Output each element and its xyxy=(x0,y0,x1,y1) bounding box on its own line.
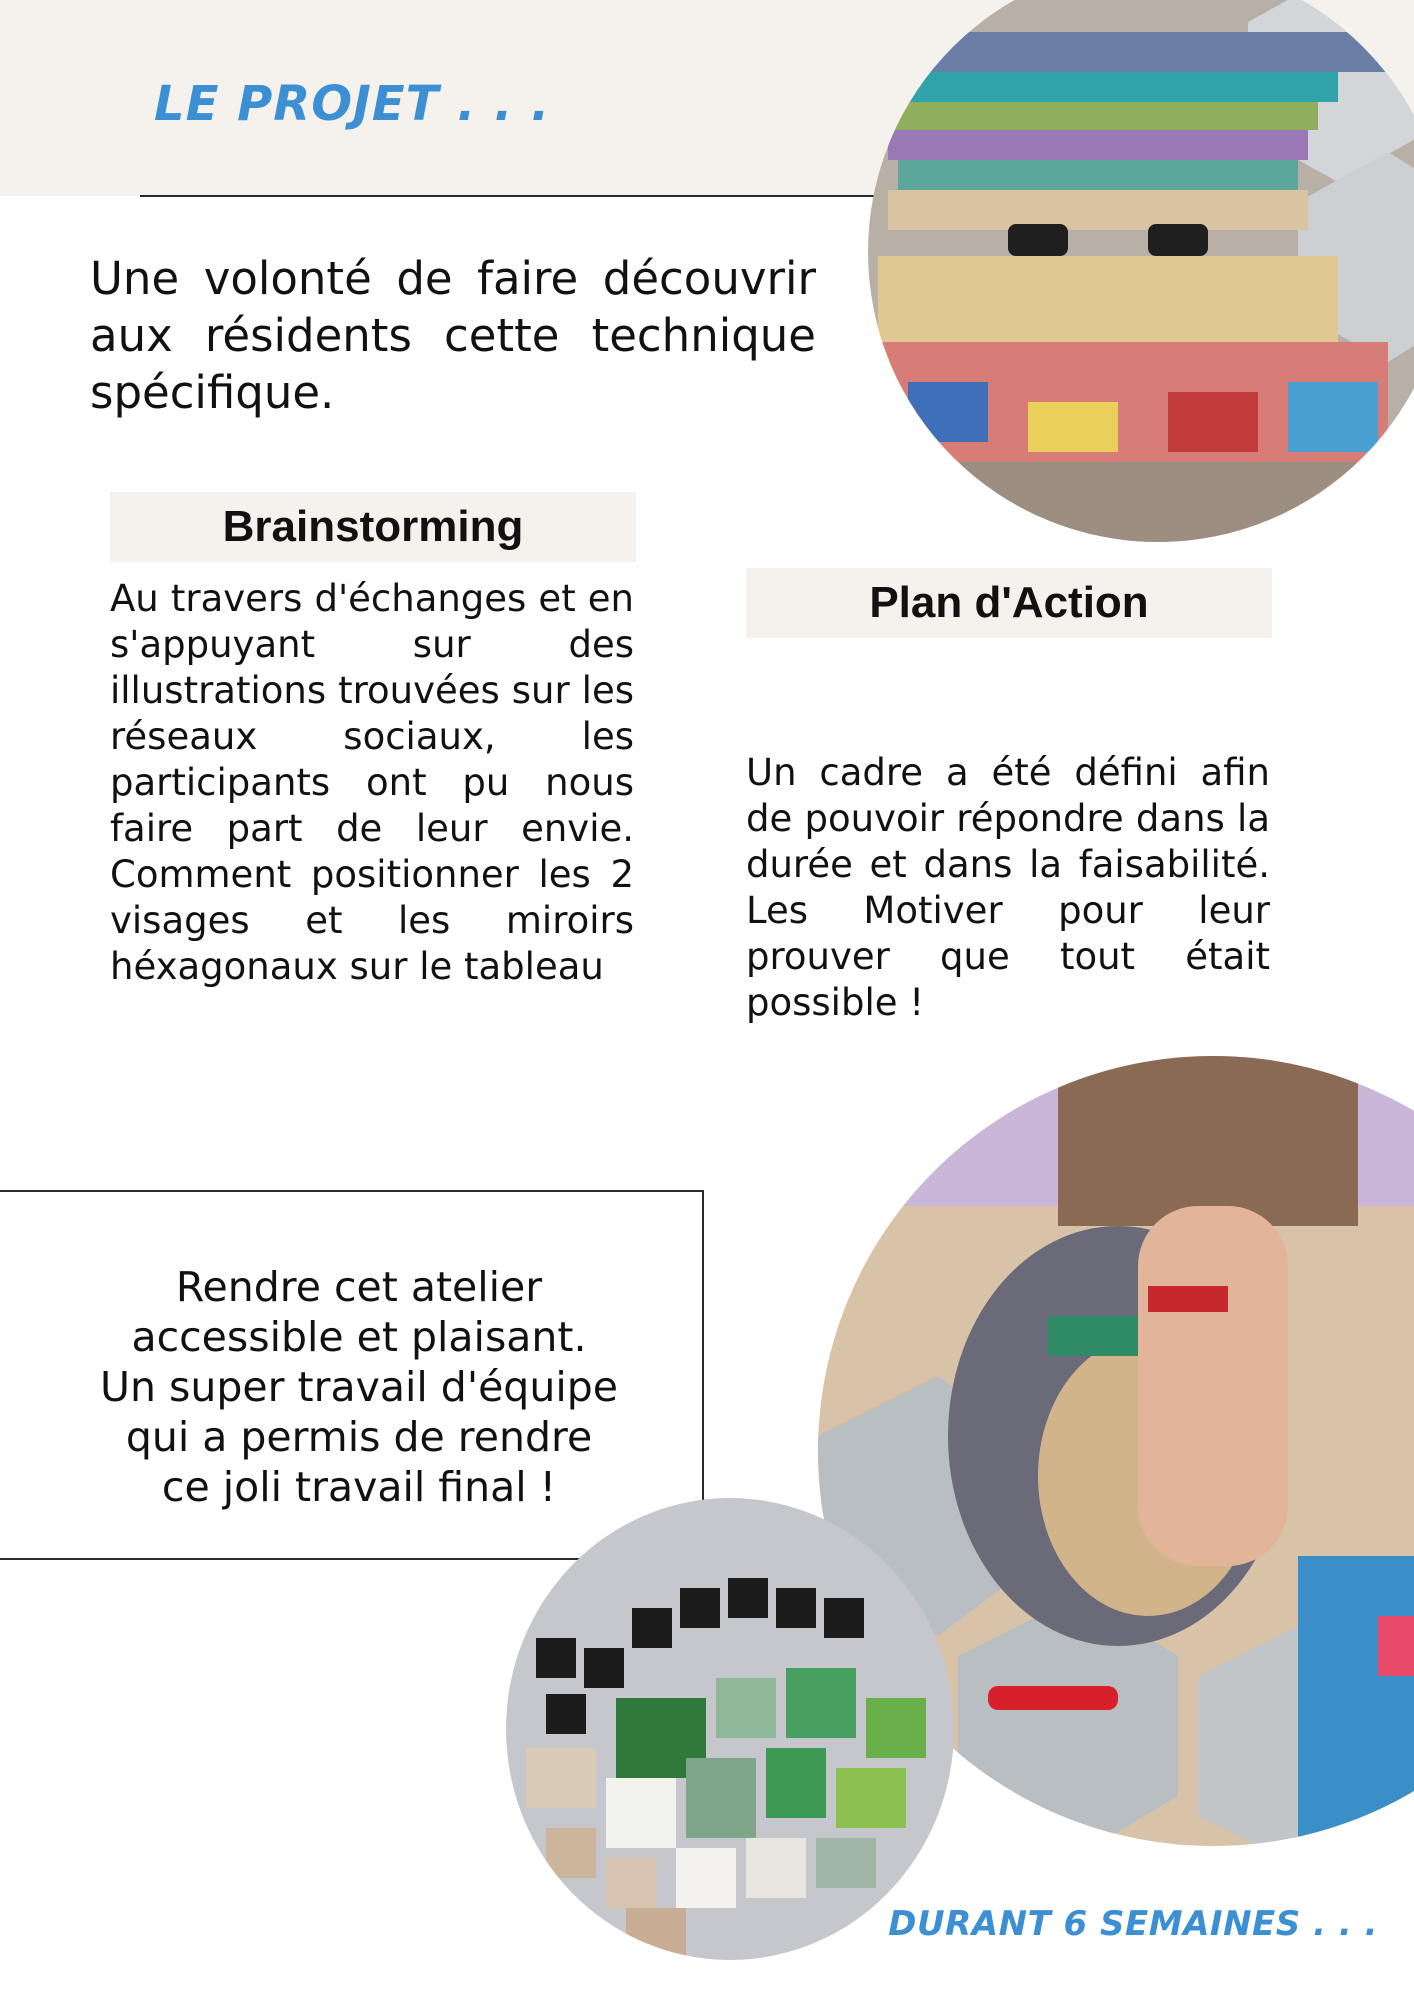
highlight-line-2: accessible et plaisant. xyxy=(131,1313,587,1361)
footer-duration: DURANT 6 SEMAINES . . . xyxy=(888,1904,1378,1944)
brainstorming-heading: Brainstorming xyxy=(110,492,636,562)
brainstorming-text: Au travers d'échanges et en s'appuyant sur des illustrations trouvées sur les réseaux sociaux, les participants ont pu nous faire part de leur envie. Comment positionner les 2 visages et les miroirs héxagonaux sur le tableau xyxy=(110,577,634,988)
mosaic-face-photo xyxy=(868,0,1414,542)
mosaic-face-illustration xyxy=(868,0,1414,542)
page-title: LE PROJET . . . xyxy=(154,76,551,132)
highlight-line-4: qui a permis de rendre xyxy=(125,1413,593,1461)
highlight-line-3: Un super travail d'équipe xyxy=(100,1363,618,1411)
header-divider xyxy=(140,195,880,197)
plan-action-text: Un cadre a été défini afin de pouvoir répondre dans la durée et dans la faisabilité. Les Motiver pour leur prouver que tout était possible ! xyxy=(746,751,1270,1024)
plan-action-heading: Plan d'Action xyxy=(746,568,1272,638)
highlight-text xyxy=(60,1262,658,1512)
intro-text: Une volonté de faire découvrir aux résidents cette technique spécifique. xyxy=(90,252,816,419)
tiles-closeup-illustration xyxy=(506,1498,954,1960)
highlight-line-1: Rendre cet atelier xyxy=(175,1263,543,1311)
tiles-closeup-photo xyxy=(506,1498,954,1960)
highlight-line-5: ce joli travail final ! xyxy=(161,1463,557,1511)
